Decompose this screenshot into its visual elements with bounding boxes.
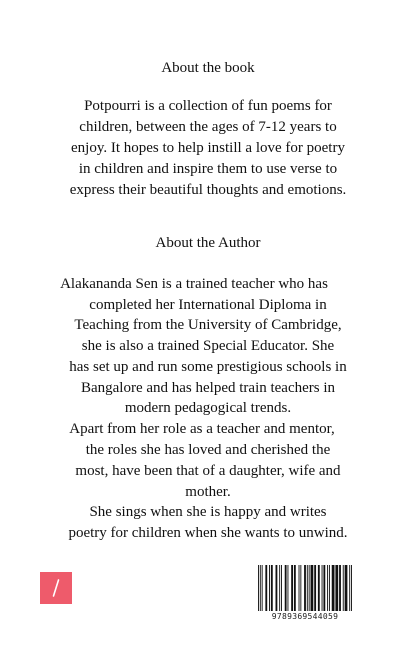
barcode-bars — [258, 565, 352, 611]
barcode-bar — [307, 565, 308, 611]
barcode-bar — [327, 565, 328, 611]
about-book-line: express their beautiful thoughts and emotions. — [69, 182, 347, 198]
barcode-bar — [351, 565, 352, 611]
about-author-line: She sings when she is happy and writes — [89, 504, 327, 520]
barcode-bar — [304, 565, 306, 611]
barcode-bar — [309, 565, 310, 611]
about-author-line: Bangalore and has helped train teachers in — [80, 380, 336, 396]
about-author-line: Alakananda Sen is a trained teacher who has — [60, 276, 328, 292]
barcode-bar — [265, 565, 267, 611]
barcode-bar — [345, 565, 348, 611]
about-author-heading: About the Author — [155, 235, 261, 251]
publisher-logo — [40, 572, 72, 604]
about-author-line: completed her International Diploma in — [89, 297, 327, 313]
isbn-barcode — [254, 563, 356, 625]
barcode-bar — [314, 565, 316, 611]
barcode-bar — [339, 565, 341, 611]
barcode-bar — [332, 565, 335, 611]
about-book-line: in children and inspire them to use verse to — [78, 161, 338, 177]
barcode-bar — [349, 565, 350, 611]
barcode-bar — [287, 565, 288, 611]
about-author-line: Apart from her role as a teacher and mentor, — [69, 421, 335, 437]
barcode-bar — [299, 565, 300, 611]
slash-logo-icon — [40, 572, 72, 604]
barcode-bar — [323, 565, 325, 611]
about-book-line: children, between the ages of 7-12 years to — [79, 119, 337, 135]
barcode-bar — [281, 565, 282, 611]
barcode-bar — [335, 565, 338, 611]
about-book-line: Potpourri is a collection of fun poems for — [84, 98, 332, 114]
barcode-bar — [276, 565, 278, 611]
about-author-line: most, have been that of a daughter, wife and — [75, 463, 341, 479]
barcode-bar — [300, 565, 301, 611]
barcode-bar — [329, 565, 330, 611]
barcode-bar — [271, 565, 273, 611]
barcode-bar — [294, 565, 296, 611]
barcode-bar — [291, 565, 293, 611]
barcode-bar — [322, 565, 323, 611]
isbn-number: 9789369544059 — [271, 612, 339, 621]
barcode-bar — [260, 565, 261, 611]
barcode-bar — [343, 565, 344, 611]
barcode-bar — [262, 565, 263, 611]
about-author-line: mother. — [185, 484, 231, 500]
barcode-bar — [269, 565, 270, 611]
about-author-line: has set up and run some prestigious schools in — [69, 359, 347, 375]
barcode-bar — [311, 565, 314, 611]
about-author-line: the roles she has loved and cherished the — [85, 442, 331, 458]
barcode-bar — [285, 565, 287, 611]
about-author-line: poetry for children when she wants to unwind. — [68, 525, 348, 541]
barcode-bar — [318, 565, 320, 611]
barcode-bar — [279, 565, 280, 611]
about-book-heading: About the book — [161, 60, 255, 76]
barcode-bar — [258, 565, 259, 611]
about-author-line: she is also a trained Special Educator. She — [81, 338, 335, 354]
about-book-line: enjoy. It hopes to help instill a love for poetry — [71, 140, 345, 156]
about-author-line: modern pedagogical trends. — [124, 400, 292, 416]
about-author-line: Teaching from the University of Cambridge, — [74, 317, 342, 333]
